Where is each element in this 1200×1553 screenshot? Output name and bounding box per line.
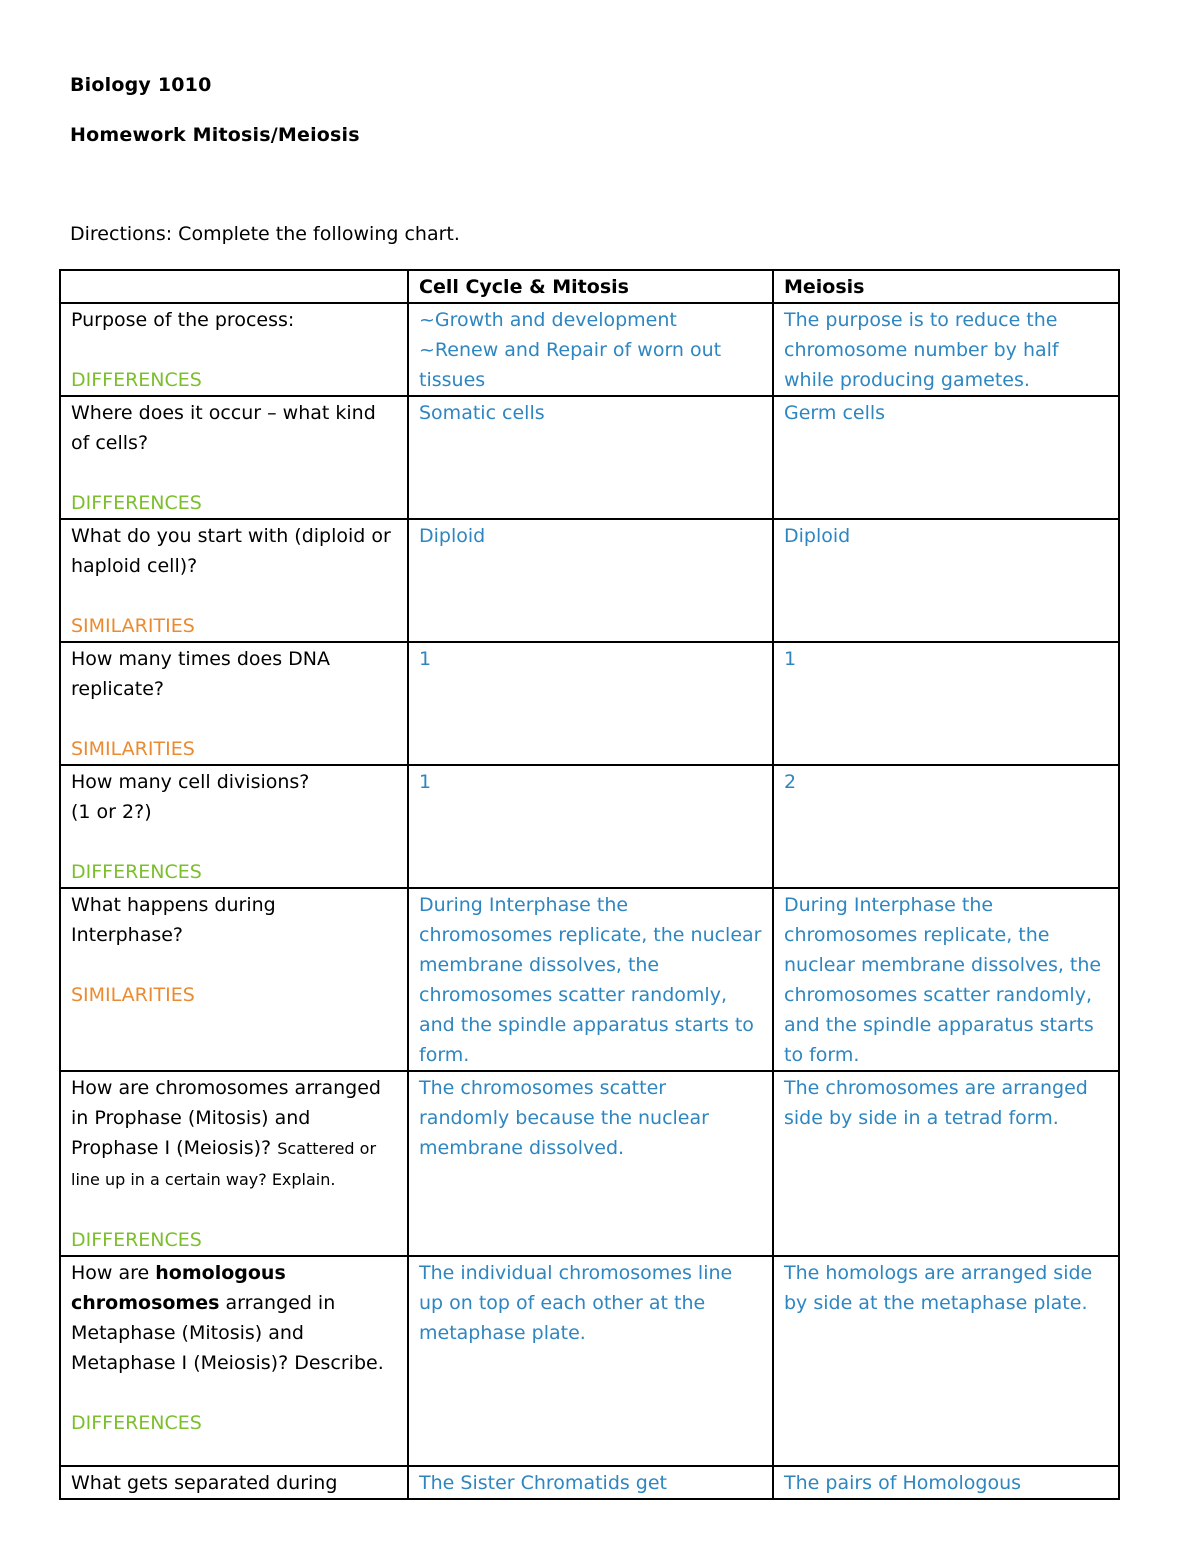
- table-row: [60, 765, 1119, 888]
- spacer-line: [71, 335, 397, 365]
- question-text: How are: [71, 1262, 150, 1284]
- meiosis-answer-cell: The pairs of Homologous: [773, 1466, 1119, 1499]
- table-row: [60, 1256, 1119, 1466]
- question-cell: [60, 396, 408, 519]
- header-mitosis: Cell Cycle & Mitosis: [408, 270, 773, 303]
- meiosis-answer-cell: The homologs are arranged side by side at the metaphase plate.: [773, 1256, 1119, 1466]
- question-cell: [60, 1071, 408, 1256]
- question-text: How many times does DNA replicate?: [71, 648, 330, 700]
- table-row: [60, 303, 1119, 396]
- question-cell: [60, 888, 408, 1071]
- similarities-tag: SIMILARITIES: [71, 738, 195, 760]
- table-header-row: [60, 270, 1119, 303]
- question-cell: [60, 642, 408, 765]
- mitosis-answer-line: ~Growth and development: [419, 309, 677, 331]
- similarities-tag: SIMILARITIES: [71, 984, 195, 1006]
- similarities-tag: SIMILARITIES: [71, 615, 195, 637]
- question-text: (1 or 2?): [71, 801, 152, 823]
- mitosis-answer-cell: 1: [408, 765, 773, 888]
- course-title: Biology 1010: [70, 74, 212, 96]
- mitosis-answer-cell: [408, 303, 773, 396]
- question-text: How are chromosomes arranged in Prophase (Mitosis) and Prophase I (Meiosis)?: [71, 1077, 381, 1159]
- table-row: [60, 1071, 1119, 1256]
- question-text: arranged in Metaphase (Mitosis) and Metaphase I (Meiosis)? Describe.: [71, 1292, 384, 1374]
- comparison-chart: [59, 269, 1120, 1500]
- spacer-line: [71, 950, 397, 980]
- mitosis-answer-cell: Somatic cells: [408, 396, 773, 519]
- meiosis-answer-cell: The purpose is to reduce the chromosome number by half while producing gametes.: [773, 303, 1119, 396]
- spacer-line: [71, 458, 397, 488]
- directions-text: Directions: Complete the following chart.: [70, 223, 460, 245]
- differences-tag: DIFFERENCES: [71, 1229, 202, 1251]
- question-cell: [60, 765, 408, 888]
- question-text: Where does it occur – what kind of cells?: [71, 402, 376, 454]
- question-cell: [60, 519, 408, 642]
- question-text: What happens during Interphase?: [71, 894, 276, 946]
- meiosis-answer-cell: Germ cells: [773, 396, 1119, 519]
- mitosis-answer-cell: 1: [408, 642, 773, 765]
- spacer-line: [71, 1378, 397, 1408]
- spacer-line: [71, 1195, 397, 1225]
- table-row: [60, 519, 1119, 642]
- mitosis-answer-cell: The chromosomes scatter randomly because the nuclear membrane dissolved.: [408, 1071, 773, 1256]
- question-cell: [60, 303, 408, 396]
- spacer-line: [71, 827, 397, 857]
- differences-tag: DIFFERENCES: [71, 492, 202, 514]
- differences-tag: DIFFERENCES: [71, 861, 202, 883]
- differences-tag: DIFFERENCES: [71, 1412, 202, 1434]
- table-row: [60, 888, 1119, 1071]
- meiosis-answer-cell: 1: [773, 642, 1119, 765]
- mitosis-answer-line: ~Renew and Repair of worn out tissues: [419, 339, 722, 391]
- mitosis-answer-cell: Diploid: [408, 519, 773, 642]
- question-bold-term: homologous chromosomes: [71, 1262, 286, 1314]
- question-text: What gets separated during: [71, 1472, 338, 1494]
- table-row: [60, 396, 1119, 519]
- spacer-line: [71, 581, 397, 611]
- header-blank-cell: [60, 270, 408, 303]
- meiosis-answer-cell: During Interphase the chromosomes replicate, the nuclear membrane dissolves, the chromosomes scatter randomly, and the spindle apparatus starts to form.: [773, 888, 1119, 1071]
- question-text: How many cell divisions?: [71, 771, 310, 793]
- table-row: [60, 642, 1119, 765]
- question-cell: [60, 1466, 408, 1499]
- spacer-line: [71, 704, 397, 734]
- mitosis-answer-cell: The individual chromosomes line up on top of each other at the metaphase plate.: [408, 1256, 773, 1466]
- homework-title: Homework Mitosis/Meiosis: [70, 124, 360, 146]
- question-cell: [60, 1256, 408, 1466]
- table-row: [60, 1466, 1119, 1499]
- meiosis-answer-cell: The chromosomes are arranged side by side in a tetrad form.: [773, 1071, 1119, 1256]
- meiosis-answer-cell: Diploid: [773, 519, 1119, 642]
- meiosis-answer-cell: 2: [773, 765, 1119, 888]
- question-subtext: Scattered or line up in a certain way? Explain.: [71, 1139, 377, 1189]
- mitosis-answer-cell: During Interphase the chromosomes replicate, the nuclear membrane dissolves, the chromosomes scatter randomly, and the spindle apparatus starts to form.: [408, 888, 773, 1071]
- question-text: What do you start with (diploid or haploid cell)?: [71, 525, 391, 577]
- differences-tag: DIFFERENCES: [71, 369, 202, 391]
- question-text: Purpose of the process:: [71, 309, 295, 331]
- header-meiosis: Meiosis: [773, 270, 1119, 303]
- mitosis-answer-cell: The Sister Chromatids get: [408, 1466, 773, 1499]
